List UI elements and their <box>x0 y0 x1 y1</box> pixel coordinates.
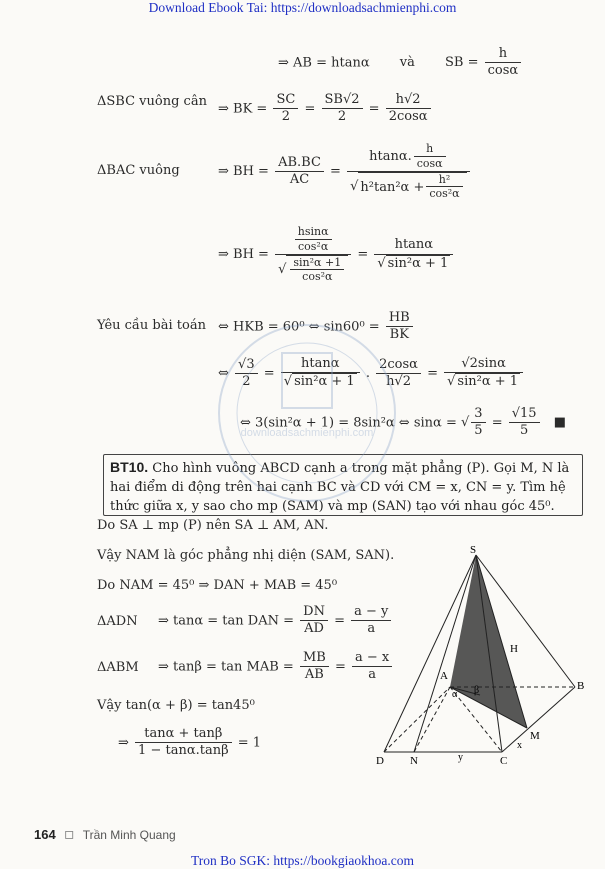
eq-bk-label: ΔSBC vuông cân <box>97 94 207 109</box>
frac-r35: $\frac{3}{5}$ <box>471 406 485 440</box>
sol-abm-eq: ⇒ tanβ = tan MAB = <box>158 659 294 675</box>
label-alpha: α <box>452 689 458 700</box>
frac-ay-a: $\frac{a - y}{a}$ <box>351 604 391 638</box>
eq-final: ⇔ 3(sin²α + 1) = 8sin²α ⇔ sinα = √ $\frac{3}{5}$ = $\frac{√15}{5}$ ■ <box>240 406 566 440</box>
eq-sb: SB = <box>445 55 479 71</box>
label-c: C <box>500 755 508 767</box>
eq-bk-lhs: ⇒ BK = <box>218 101 268 117</box>
eq-bh-lhs: ⇒ BH = <box>218 164 269 179</box>
frac-mb-ab: $\frac{MB}{AB}$ <box>300 650 329 684</box>
shaded-face <box>450 555 527 728</box>
frac-bh2-2: htanα √ sin²α + 1 <box>374 237 453 272</box>
sol-line-7-imp: ⇒ <box>118 735 129 751</box>
label-m: M <box>530 730 540 742</box>
eq-va: và <box>399 55 415 71</box>
label-a: A <box>440 670 448 682</box>
watermark-text: downloadsachmienphi.com <box>240 427 374 439</box>
frac-bk-3: $\frac{h√2}{2\cos\alpha}$ <box>386 92 431 126</box>
page-number: 164 <box>34 827 56 842</box>
frac-r15: $\frac{√15}{5}$ <box>509 406 540 440</box>
exercise-label: BT10. <box>110 459 149 475</box>
frac-hb-bk: $\frac{HB}{BK}$ <box>386 310 413 344</box>
sol-abm: ⇒ tanβ = tan MAB = $\frac{MB}{AB}$ = $\frac{a - x}{a}$ <box>158 650 394 684</box>
eq-ab-text: ⇒ AB = htanα <box>278 55 370 71</box>
sol-adn-eq: ⇒ tanα = tan DAN = <box>158 613 294 629</box>
frac-dn-ad: $\frac{DN}{AD}$ <box>300 604 328 638</box>
eq-bk: ⇒ BK = $\frac{SC}{2}$ = $\frac{SB√2}{2}$ = $\frac{h√2}{2\cos\alpha}$ <box>218 92 433 126</box>
sol-line-2: Vậy NAM là góc phẳng nhị diện (SAM, SAN). <box>97 548 395 563</box>
label-beta: β <box>474 685 480 696</box>
eq-final-text: ⇔ 3(sin²α + 1) = 8sin²α ⇔ sinα = <box>240 415 457 431</box>
sol-line-1: Do SA ⊥ mp (P) nên SA ⊥ AM, AN. <box>97 518 329 533</box>
frac-c4: √2sinα √ sin²α + 1 <box>444 356 523 391</box>
eq-ab <box>278 46 523 80</box>
eq-bh: ⇒ BH = $\frac{AB.BC}{AC}$ = htanα. $\frac{h}{\cos\alpha}$ √ h²tan²α + $\frac{\text{h²}}{\text{cos²α}}$ <box>218 142 472 201</box>
frac-bh-2: htanα. $\frac{h}{\cos\alpha}$ √ h²tan²α + $\frac{\text{h²}}{\text{cos²α}}$ <box>347 142 470 201</box>
watermark-seal <box>212 318 402 508</box>
label-d: D <box>376 755 384 767</box>
label-b: B <box>577 680 585 692</box>
label-x: x <box>517 740 522 751</box>
frac-c3: $\frac{2\cos\alpha}{h√2}$ <box>376 357 421 391</box>
requirement-label: Yêu cầu bài toán <box>97 318 206 333</box>
sol-abm-label: ΔABM <box>97 660 139 675</box>
label-n: N <box>410 755 418 767</box>
eq-sin60-text: ⇔ HKB = 60⁰ ⇔ sin60⁰ = <box>218 319 380 335</box>
sol-line-6: Vậy tan(α + β) = tan45⁰ <box>97 698 255 713</box>
footer-sgk-link[interactable]: Tron Bo SGK: https://bookgiaokhoa.com <box>190 853 414 868</box>
eq-bh-2: ⇒ BH = $\frac{hsin\alpha}{\text{cos²α}}$ √ $\frac{\text{sin²α +1}}{\text{cos²α}}$ = htanα √ sin²α + 1 <box>218 225 455 284</box>
frac-tan-sum: $\frac{\tan\alpha + \tan\beta}{1 - \tan\alpha.\tan\beta}$ <box>135 726 232 760</box>
eq-bh2-lhs: ⇒ BH = <box>218 247 269 262</box>
frac-ax-a: $\frac{a - x}{a}$ <box>352 650 392 684</box>
sol-line-7-end: = 1 <box>237 735 262 751</box>
footer-divider: ▫ <box>63 824 75 843</box>
exercise-statement: Cho hình vuông ABCD cạnh a trong mặt phẳng (P). Gọi M, N là hai điểm di động trên hai cạnh BC và CD với CM = x, CN = y. Tìm hệ thức giữa x, y sao cho mp (SAM) và mp (SAN) tạo với nhau góc 45⁰. <box>110 461 570 514</box>
label-y: y <box>458 752 463 763</box>
sol-line-3: Do NAM = 45⁰ ⇒ DAN + MAB = 45⁰ <box>97 578 338 593</box>
eq-bh-label: ΔBAC vuông <box>97 163 180 178</box>
frac-c2: htanα √ sin²α + 1 <box>281 356 360 391</box>
header-download-link[interactable]: Download Ebook Tai: https://downloadsachmienphi.com <box>148 0 457 15</box>
end-mark: ■ <box>553 415 566 431</box>
sol-adn-label: ΔADN <box>97 614 138 629</box>
frac-sb: $\frac{h}{\cos\alpha}$ <box>485 46 522 80</box>
frac-bk-1: $\frac{SC}{2}$ <box>273 92 298 126</box>
eq-chain-imp: ⇔ <box>218 365 229 381</box>
pyramid-figure <box>370 545 590 770</box>
eq-chain: ⇔ $\frac{√3}{2}$ = htanα √ sin²α + 1 . $\frac{2\cos\alpha}{h√2}$ = √2sinα √ sin²α + 1 <box>218 356 525 391</box>
page-footer <box>34 824 176 843</box>
sol-line-7 <box>118 726 261 760</box>
sol-adn: ⇒ tanα = tan DAN = $\frac{DN}{AD}$ = $\frac{a - y}{a}$ <box>158 604 393 638</box>
frac-bh2-1: $\frac{hsin\alpha}{\text{cos²α}}$ √ $\frac{\text{sin²α +1}}{\text{cos²α}}$ <box>275 225 351 284</box>
frac-bh-1: $\frac{AB.BC}{AC}$ <box>275 155 324 189</box>
label-h: H <box>510 643 518 655</box>
frac-bk-2: $\frac{SB√2}{2}$ <box>322 92 363 126</box>
frac-c1: $\frac{√3}{2}$ <box>235 357 258 391</box>
author-name: Trần Minh Quang <box>82 828 176 842</box>
label-s: S <box>470 545 477 556</box>
